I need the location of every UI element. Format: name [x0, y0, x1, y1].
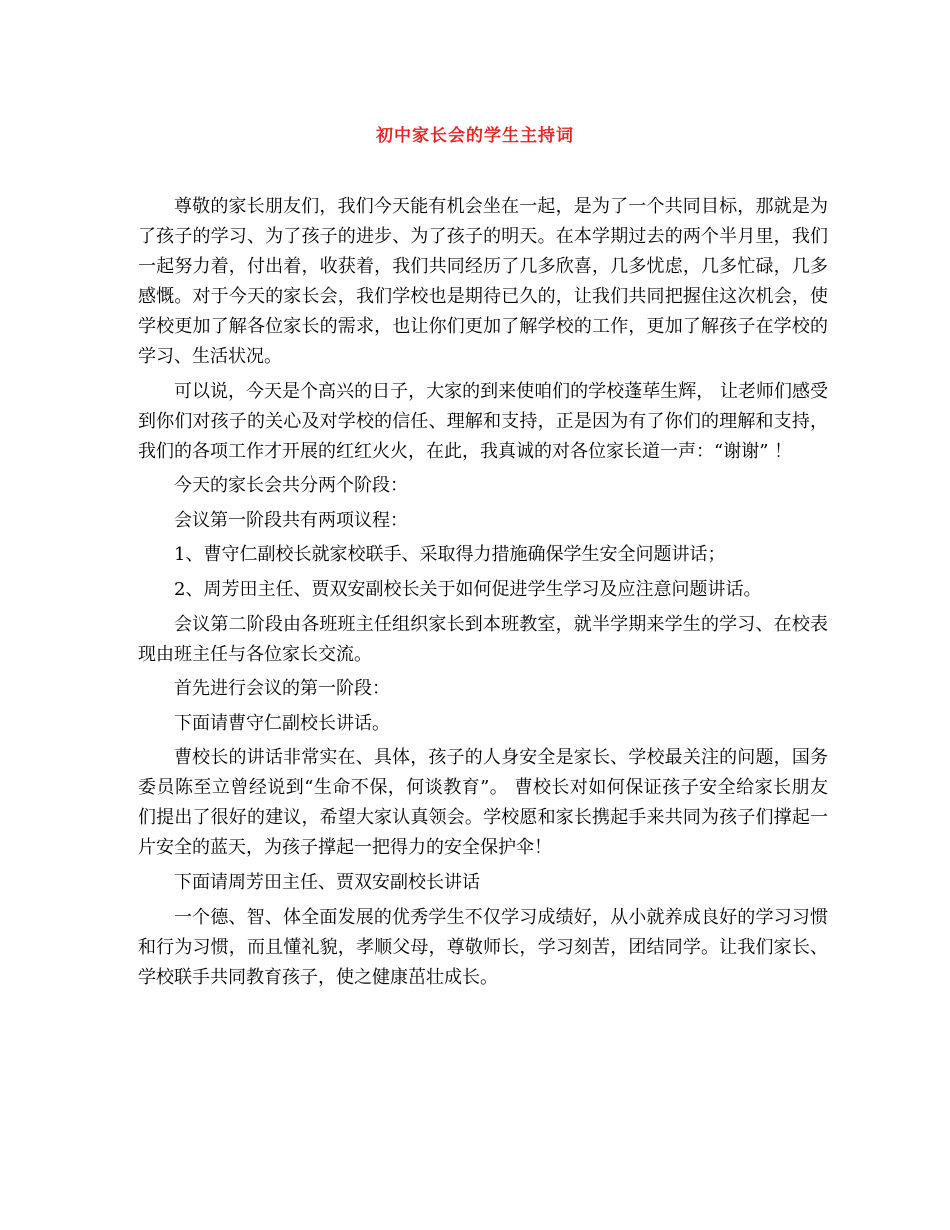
paragraph-invite-cao: 下面请曹守仁副校长讲话。	[174, 712, 390, 734]
paragraph-greeting: 尊敬的家长朋友们，我们今天能有机会坐在一起，是为了一个共同目标，那就是为了孩子的学习、为了孩子的进步、为了孩子的明天。在本学期过去的两个半月里，我们一起努力着，付出着，收获着，我们共同经历了几多欣喜，几多忧虑，几多忙碌，几多感慨。对于今天的家长会，我们学校也是期待已久的，让我们共同把握住这次机会，使学校更加了解各位家长的需求，也让你们更加了解学校的工作，更加了解孩子在学校的学习、生活状况。	[138, 196, 828, 367]
paragraph-invite-zhou-jia: 下面请周芳田主任、贾双安副校长讲话	[174, 871, 480, 893]
paragraph-stage-two: 会议第二阶段由各班班主任组织家长到本班教室，就半学期来学生的学习、在校表现由班主任与各位家长交流。	[138, 613, 828, 665]
document-title: 初中家长会的学生主持词	[376, 126, 574, 146]
paragraph-begin-stage-one: 首先进行会议的第一阶段：	[174, 678, 390, 700]
paragraph-cao-summary: 曹校长的讲话非常实在、具体，孩子的人身安全是家长、学校最关注的问题，国务委员陈至立曾经说到“生命不保，何谈教育”。 曹校长对如何保证孩子安全给家长朋友们提出了很好的建议，希望大家认真领会。学校愿和家长携起手来共同为孩子们撑起一片安全的蓝天，为孩子撑起一把得力的安全保护伞！	[138, 747, 828, 859]
paragraph-thanks: 可以说，今天是个高兴的日子，大家的到来使咱们的学校蓬荜生辉， 让老师们感受到你们对孩子的关心及对学校的信任、理解和支持，正是因为有了你们的理解和支持，我们的各项工作才开展的红红火火，在此，我真诚的对各位家长道一声：“谢谢” ！	[138, 380, 828, 462]
paragraph-excellent-student: 一个德、智、体全面发展的优秀学生不仅学习成绩好，从小就养成良好的学习习惯和行为习惯，而且懂礼貌，孝顺父母，尊敬师长，学习刻苦，团结同学。让我们家长、学校联手共同教育孩子，使之健康茁壮成长。	[138, 906, 828, 988]
paragraph-agenda-item-1: 1、曹守仁副校长就家校联手、采取得力措施确保学生安全问题讲话；	[174, 544, 726, 566]
paragraph-stage-one-intro: 会议第一阶段共有两项议程：	[174, 509, 408, 531]
paragraph-stages-intro: 今天的家长会共分两个阶段：	[174, 475, 408, 497]
document-body	[138, 192, 828, 997]
paragraph-agenda-item-2: 2、周芳田主任、贾双安副校长关于如何促进学生学习及应注意问题讲话。	[174, 578, 762, 600]
